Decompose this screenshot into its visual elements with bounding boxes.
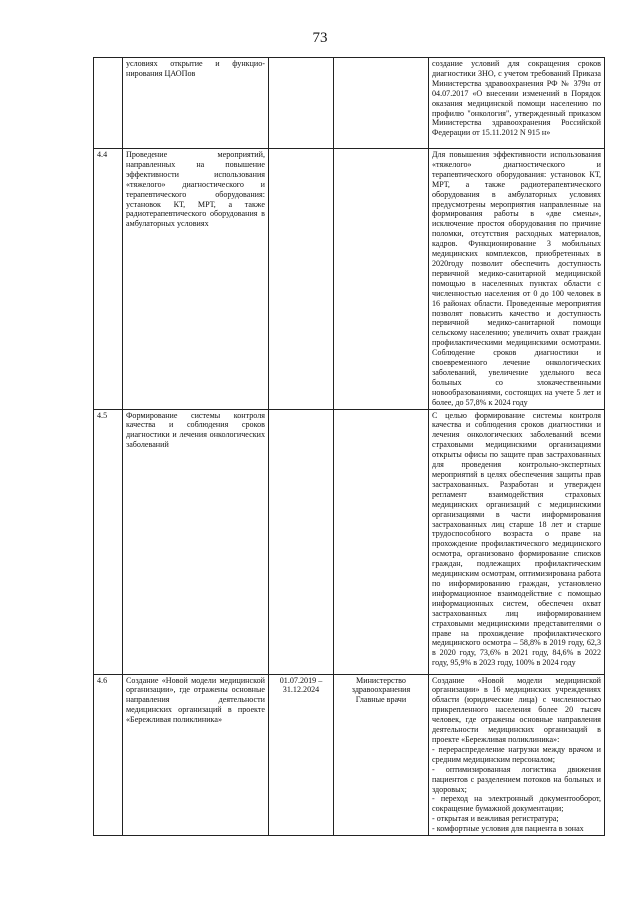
measure-term (269, 58, 334, 149)
result-item: - переход на электронный документооборот, сокращение бумажной документации; (432, 794, 601, 814)
table-row (94, 149, 605, 410)
result-intro: Создание «Новой модели медицинской организации» в 16 медицинских учреждениях области (юридические лица) с численностью прикрепленного населения более 20 тысяч человек, где отражены основные направления деятельности медицинских организаций в проекте «Бережливая поликлиника»: (432, 675, 601, 744)
measure-name: условиях открытие и функцио-нирования ЦАОПов (123, 58, 269, 149)
result-item: - комфортные условия для пациента в зонах (432, 824, 584, 834)
measure-name: Формирование системы контроля качества и соблюдения сроков диагностики и лечения онкологических заболеваний (123, 409, 269, 674)
table-row (94, 674, 605, 836)
measure-name: Создание «Новой модели медицинской организации», где отражены основные направления деятельности медицинских организаций в проекте «Бережливая поликлиника» (123, 674, 269, 836)
measure-result: создание условий для сокращения сроков диагностики ЗНО, с учетом требований Приказа Министерства здравоохранения РФ № 379н от 04.07.2017 «О внесении изменений в Порядок оказания медицинской помощи населению по профилю "онкология", утвержденный приказом Министерства здравоохранения Российской Федерации от 15.11.2012 N 915 н» (429, 58, 605, 149)
result-item: - перераспределение нагрузки между врачом и средним медицинским персоналом; (432, 744, 601, 764)
result-item: - открытая и вежливая регистратура; (432, 814, 559, 824)
row-number: 4.5 (94, 409, 123, 674)
row-number (94, 58, 123, 149)
measure-responsible (334, 674, 429, 836)
measure-result: Для повышения эффективности использования «тяжелого» диагностического и терапевтического оборудования: установок КТ, МРТ, а также радиотерапевтического оборудования в амбулаторных условиях предусмотрены мероприятия направленные на формирования работы в «две смены», исключение простоя оборудования по причине поломки, отсутствия расходных материалов, кадров. Функционирование 3 мобильных медицинских комплексов, приобретенных в 2020году позволит обеспечить доступность первичной медико-санитарной медицинской помощью в населенных пунктах области с численностью населения от 0 до 100 человек в 16 районах области. Проведенные мероприятия позволят повысить качество и доступность первичной медико-санитарной помощи сельскому населению; увеличить охват граждан профилактическими медицинскими осмотрами. Соблюдение сроков диагностики и своевременного лечение онкологических заболеваний, увеличение удельного веса больных со злокачественными новообразованиями, состоящих на учете 5 лет и более, до 57,8% к 2024 году (429, 149, 605, 410)
row-number: 4.4 (94, 149, 123, 410)
result-item: - оптимизированная логистика движения пациентов с разделением потоков на больных и здоровых; (432, 764, 601, 794)
measure-term: 01.07.2019 – 31.12.2024 (269, 674, 334, 836)
row-number: 4.6 (94, 674, 123, 836)
measure-responsible (334, 149, 429, 410)
table-row (94, 58, 605, 149)
measure-responsible (334, 58, 429, 149)
measure-result: С целью формирование системы контроля качества и соблюдения сроков диагностики и лечения онкологических заболеваний всеми страховыми медицинскими организациями открыты офисы по защите прав застрахованных для проведения контрольно-экспертных мероприятий в целях обеспечения защиты прав застрахованных. Разработан и утвержден регламент взаимодействия страховых медицинских организаций с медицинскими организациями в части информирования застрахованных лиц старше 18 лет и старше трудоспособного возраста о праве на прохождение профилактического медицинского осмотра, организовано формирование списков граждан, подлежащих профилактическим медицинским осмотрам, оптимизирована работа по информированию граждан, установлено информационное взаимодействие с помощью информационных систем, обеспечен охват застрахованных лиц информированием страховыми медицинскими представителями о праве на прохождение профилактического медицинского осмотра – 58,8% в 2019 году, 62,3 в 2020 году, 73,6% в 2021 году, 84,6% в 2022 году, 95,9% в 2023 году, 100% в 2024 году (429, 409, 605, 674)
page-number: 73 (312, 30, 328, 46)
responsible-line: здравоохранения (351, 685, 411, 695)
responsible-line: Министерство (356, 675, 406, 685)
measures-table (93, 57, 605, 836)
responsible-line: Главные врачи (355, 695, 407, 705)
measure-responsible (334, 409, 429, 674)
measure-term (269, 409, 334, 674)
measure-result (429, 674, 605, 836)
table-row (94, 409, 605, 674)
measure-name: Проведение мероприятий, направленных на повышение эффективности использования «тяжелого» диагностического и терапевтического оборудования: установок КТ, МРТ, а также радиотерапевтического оборудования в амбулаторных условиях (123, 149, 269, 410)
measure-term (269, 149, 334, 410)
